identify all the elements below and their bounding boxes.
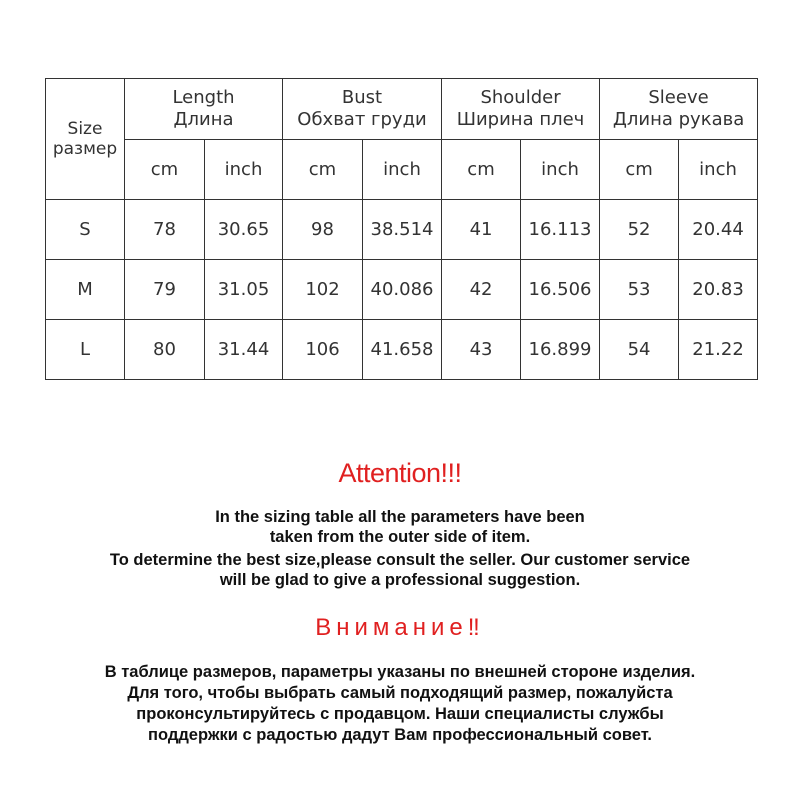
value-cell: 54: [600, 320, 679, 380]
note-line: taken from the outer side of item.: [269, 528, 531, 546]
note-en-paragraph-1: [0, 507, 800, 547]
note-line: поддержки с радостью дадут Вам профессиональный совет.: [148, 726, 652, 744]
unit-cell: inch: [205, 140, 283, 200]
note-line: In the sizing table all the parameters have been: [215, 508, 585, 526]
value-cell: 53: [600, 260, 679, 320]
note-line: В таблице размеров, параметры указаны по внешней стороне изделия.: [104, 663, 696, 681]
size-header-cell: [46, 79, 125, 200]
value-cell: 106: [283, 320, 363, 380]
column-header-length: [125, 79, 283, 140]
table-row: [46, 320, 758, 380]
note-line: will be glad to give a professional suggestion.: [219, 571, 581, 589]
value-cell: 16.113: [521, 200, 600, 260]
unit-cell: cm: [283, 140, 363, 200]
size-header-en: Size: [67, 118, 103, 139]
column-header-shoulder: [442, 79, 600, 140]
attention-heading-ru: Внимание‼: [315, 614, 485, 641]
value-cell: 20.83: [679, 260, 758, 320]
value-cell: 98: [283, 200, 363, 260]
column-header-sleeve: [600, 79, 758, 140]
column-header-ru: Длина рукава: [612, 109, 745, 130]
column-header-ru: Обхват груди: [297, 109, 427, 130]
note-ru-paragraph: [0, 662, 800, 746]
value-cell: 31.05: [205, 260, 283, 320]
column-header-en: Sleeve: [648, 87, 709, 109]
note-line: Для того, чтобы выбрать самый подходящий размер, пожалуйста: [127, 684, 673, 702]
table-row: [46, 200, 758, 260]
note-en-paragraph-2: [0, 550, 800, 590]
column-header-en: Length: [172, 87, 235, 109]
value-cell: 16.506: [521, 260, 600, 320]
value-cell: 38.514: [363, 200, 442, 260]
size-header-ru: размер: [52, 139, 118, 159]
value-cell: 42: [442, 260, 521, 320]
unit-cell: inch: [679, 140, 758, 200]
unit-cell: cm: [125, 140, 205, 200]
table-row: [46, 260, 758, 320]
value-cell: 41.658: [363, 320, 442, 380]
unit-cell: inch: [521, 140, 600, 200]
column-header-en: Bust: [341, 87, 383, 109]
size-table: [45, 78, 758, 380]
attention-heading-en: Attention!!!: [338, 458, 462, 488]
unit-cell: inch: [363, 140, 442, 200]
note-line: To determine the best size,please consult the seller. Our customer service: [109, 551, 691, 569]
size-cell: M: [46, 260, 125, 320]
value-cell: 20.44: [679, 200, 758, 260]
value-cell: 31.44: [205, 320, 283, 380]
value-cell: 41: [442, 200, 521, 260]
column-header-en: Shoulder: [480, 87, 561, 109]
value-cell: 21.22: [679, 320, 758, 380]
unit-cell: cm: [442, 140, 521, 200]
column-header-ru: Ширина плеч: [456, 109, 585, 130]
value-cell: 102: [283, 260, 363, 320]
column-header-bust: [283, 79, 442, 140]
column-header-ru: Длина: [173, 109, 234, 130]
header-row: [46, 79, 758, 140]
value-cell: 16.899: [521, 320, 600, 380]
unit-cell: cm: [600, 140, 679, 200]
size-cell: L: [46, 320, 125, 380]
note-line: проконсультируйтесь с продавцом. Наши специалисты службы: [136, 705, 664, 723]
units-row: [46, 140, 758, 200]
value-cell: 79: [125, 260, 205, 320]
value-cell: 43: [442, 320, 521, 380]
value-cell: 40.086: [363, 260, 442, 320]
size-cell: S: [46, 200, 125, 260]
value-cell: 30.65: [205, 200, 283, 260]
value-cell: 80: [125, 320, 205, 380]
value-cell: 52: [600, 200, 679, 260]
value-cell: 78: [125, 200, 205, 260]
